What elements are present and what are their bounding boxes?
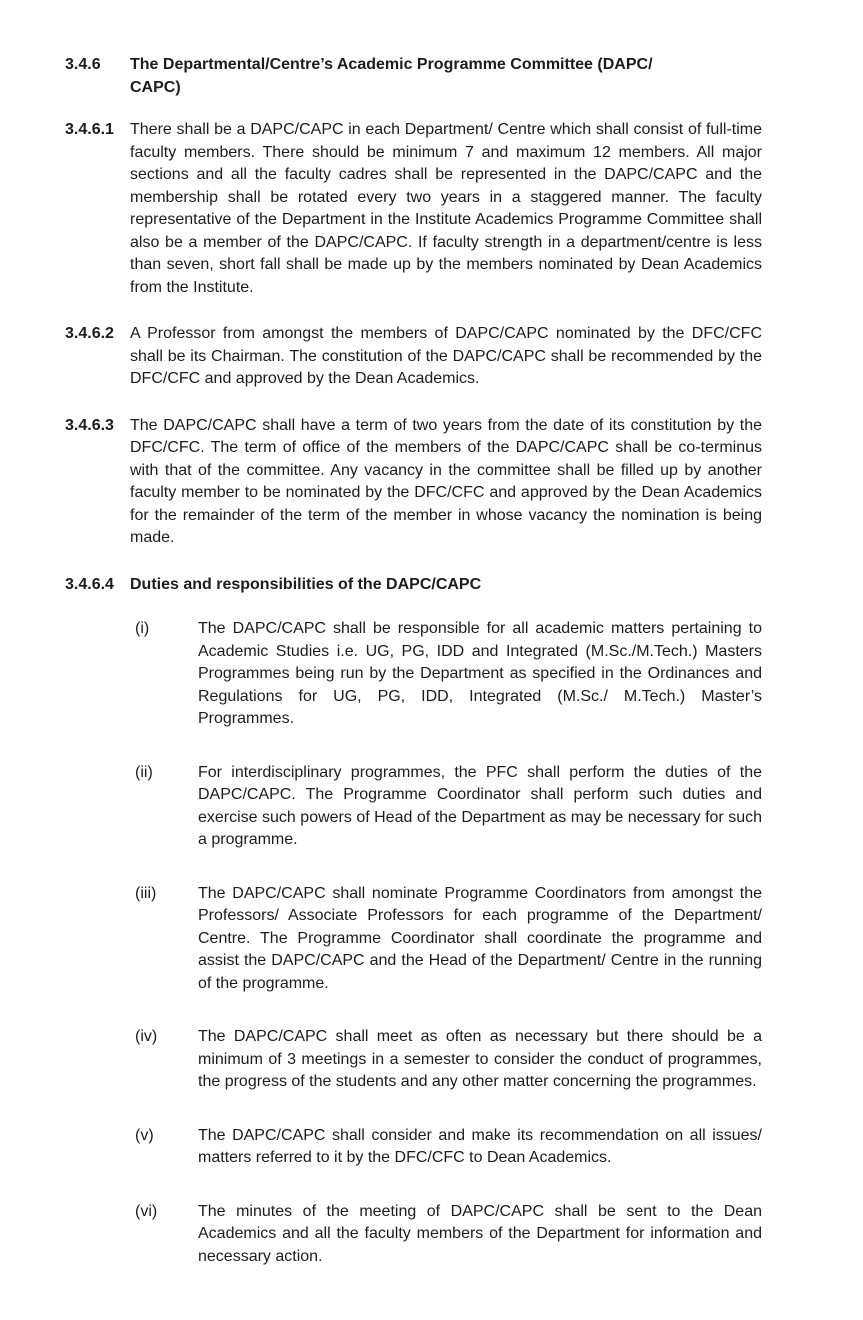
duty-numeral: (vi) [135, 1202, 158, 1220]
duty-numeral: (iv) [135, 1028, 158, 1045]
duty-item-iii [135, 883, 762, 996]
duty-item-i [135, 618, 762, 731]
duty-text: The DAPC/CAPC shall meet as often as necessary but there should be a minimum of 3 meetings in a semester to consider the conduct of programmes, the progress of the students and any other matter concerning the programmes. [198, 1028, 762, 1090]
paragraph-number: 3.4.6.2 [65, 325, 114, 342]
paragraph-3-4-6-2 [65, 323, 762, 391]
paragraph-number: 3.4.6.1 [65, 121, 114, 138]
subsection-heading-title: Duties and responsibilities of the DAPC/CAPC [130, 575, 482, 593]
duty-numeral: (iii) [135, 884, 157, 902]
duty-text: The DAPC/CAPC shall consider and make its recommendation on all issues/ matters referred to it by the DFC/CFC to Dean Academics. [198, 1126, 762, 1166]
duty-numeral: (v) [135, 1126, 154, 1144]
duty-item-vi [135, 1201, 762, 1269]
paragraph-3-4-6-1 [65, 119, 762, 299]
paragraph-3-4-6-3 [65, 415, 762, 550]
subsection-heading-3-4-6-4 [65, 574, 762, 597]
paragraph-text: The DAPC/CAPC shall have a term of two years from the date of its constitution by the DFC/CFC. The term of office of the members of the DAPC/CAPC shall be co-terminus with that of the committee. Any vacancy in the committee shall be filled up by another faculty member to be nominated by the DFC/CFC and approved by the Dean Academics for the remainder of the term of the member in whose vacancy the nomination is being made. [130, 416, 762, 546]
section-heading [65, 54, 762, 99]
section-heading-number: 3.4.6 [65, 56, 101, 73]
paragraph-text: A Professor from amongst the members of DAPC/CAPC nominated by the DFC/CFC shall be its Chairman. The constitution of the DAPC/CAPC shall be recommended by the DFC/CFC and approved by the Dean Academics. [130, 325, 762, 387]
duty-text: For interdisciplinary programmes, the PFC shall perform the duties of the DAPC/CAPC. The Programme Coordinator shall perform such duties and exercise such powers of Head of the Department as may be necessary for such a programme. [198, 763, 762, 848]
subsection-heading-number: 3.4.6.4 [65, 575, 114, 593]
section-heading-title: The Departmental/Centre’s Academic Programme Committee (DAPC/ CAPC) [130, 56, 653, 96]
duty-item-ii [135, 762, 762, 852]
duty-item-iv [135, 1026, 762, 1094]
duty-numeral: (i) [135, 620, 150, 637]
duty-text: The DAPC/CAPC shall be responsible for all academic matters pertaining to Academic Studies i.e. UG, PG, IDD and Integrated (M.Sc./M.Tech.) Masters Programmes being run by the Department as specified in the Ordinances and Regulations for UG, PG, IDD, Integrated (M.Sc./ M.Tech.) Master’s Programmes. [198, 620, 762, 727]
paragraph-text: There shall be a DAPC/CAPC in each Department/ Centre which shall consist of full-time faculty members. There should be minimum 7 and maximum 12 members. All major sections and all the faculty cadres shall be represented in the DAPC/CAPC and the membership shall be rotated every two years in a staggered manner. The faculty representative of the Department in the Institute Academics Programme Committee shall also be a member of the DAPC/CAPC. If faculty strength in a department/centre is less than seven, short fall shall be made up by the members nominated by Dean Academics from the Institute. [130, 121, 762, 296]
duty-text: The DAPC/CAPC shall nominate Programme Coordinators from amongst the Professors/ Associate Professors for each programme of the Department/ Centre. The Programme Coordinator shall coordinate the programme and assist the DAPC/CAPC and the Head of the Department/ Centre in the running of the programme. [198, 884, 762, 992]
paragraph-number: 3.4.6.3 [65, 416, 114, 434]
duty-text: The minutes of the meeting of DAPC/CAPC shall be sent to the Dean Academics and all the faculty members of the Department for information and necessary action. [198, 1202, 762, 1265]
duty-numeral: (ii) [135, 763, 153, 781]
duty-item-v [135, 1125, 762, 1170]
